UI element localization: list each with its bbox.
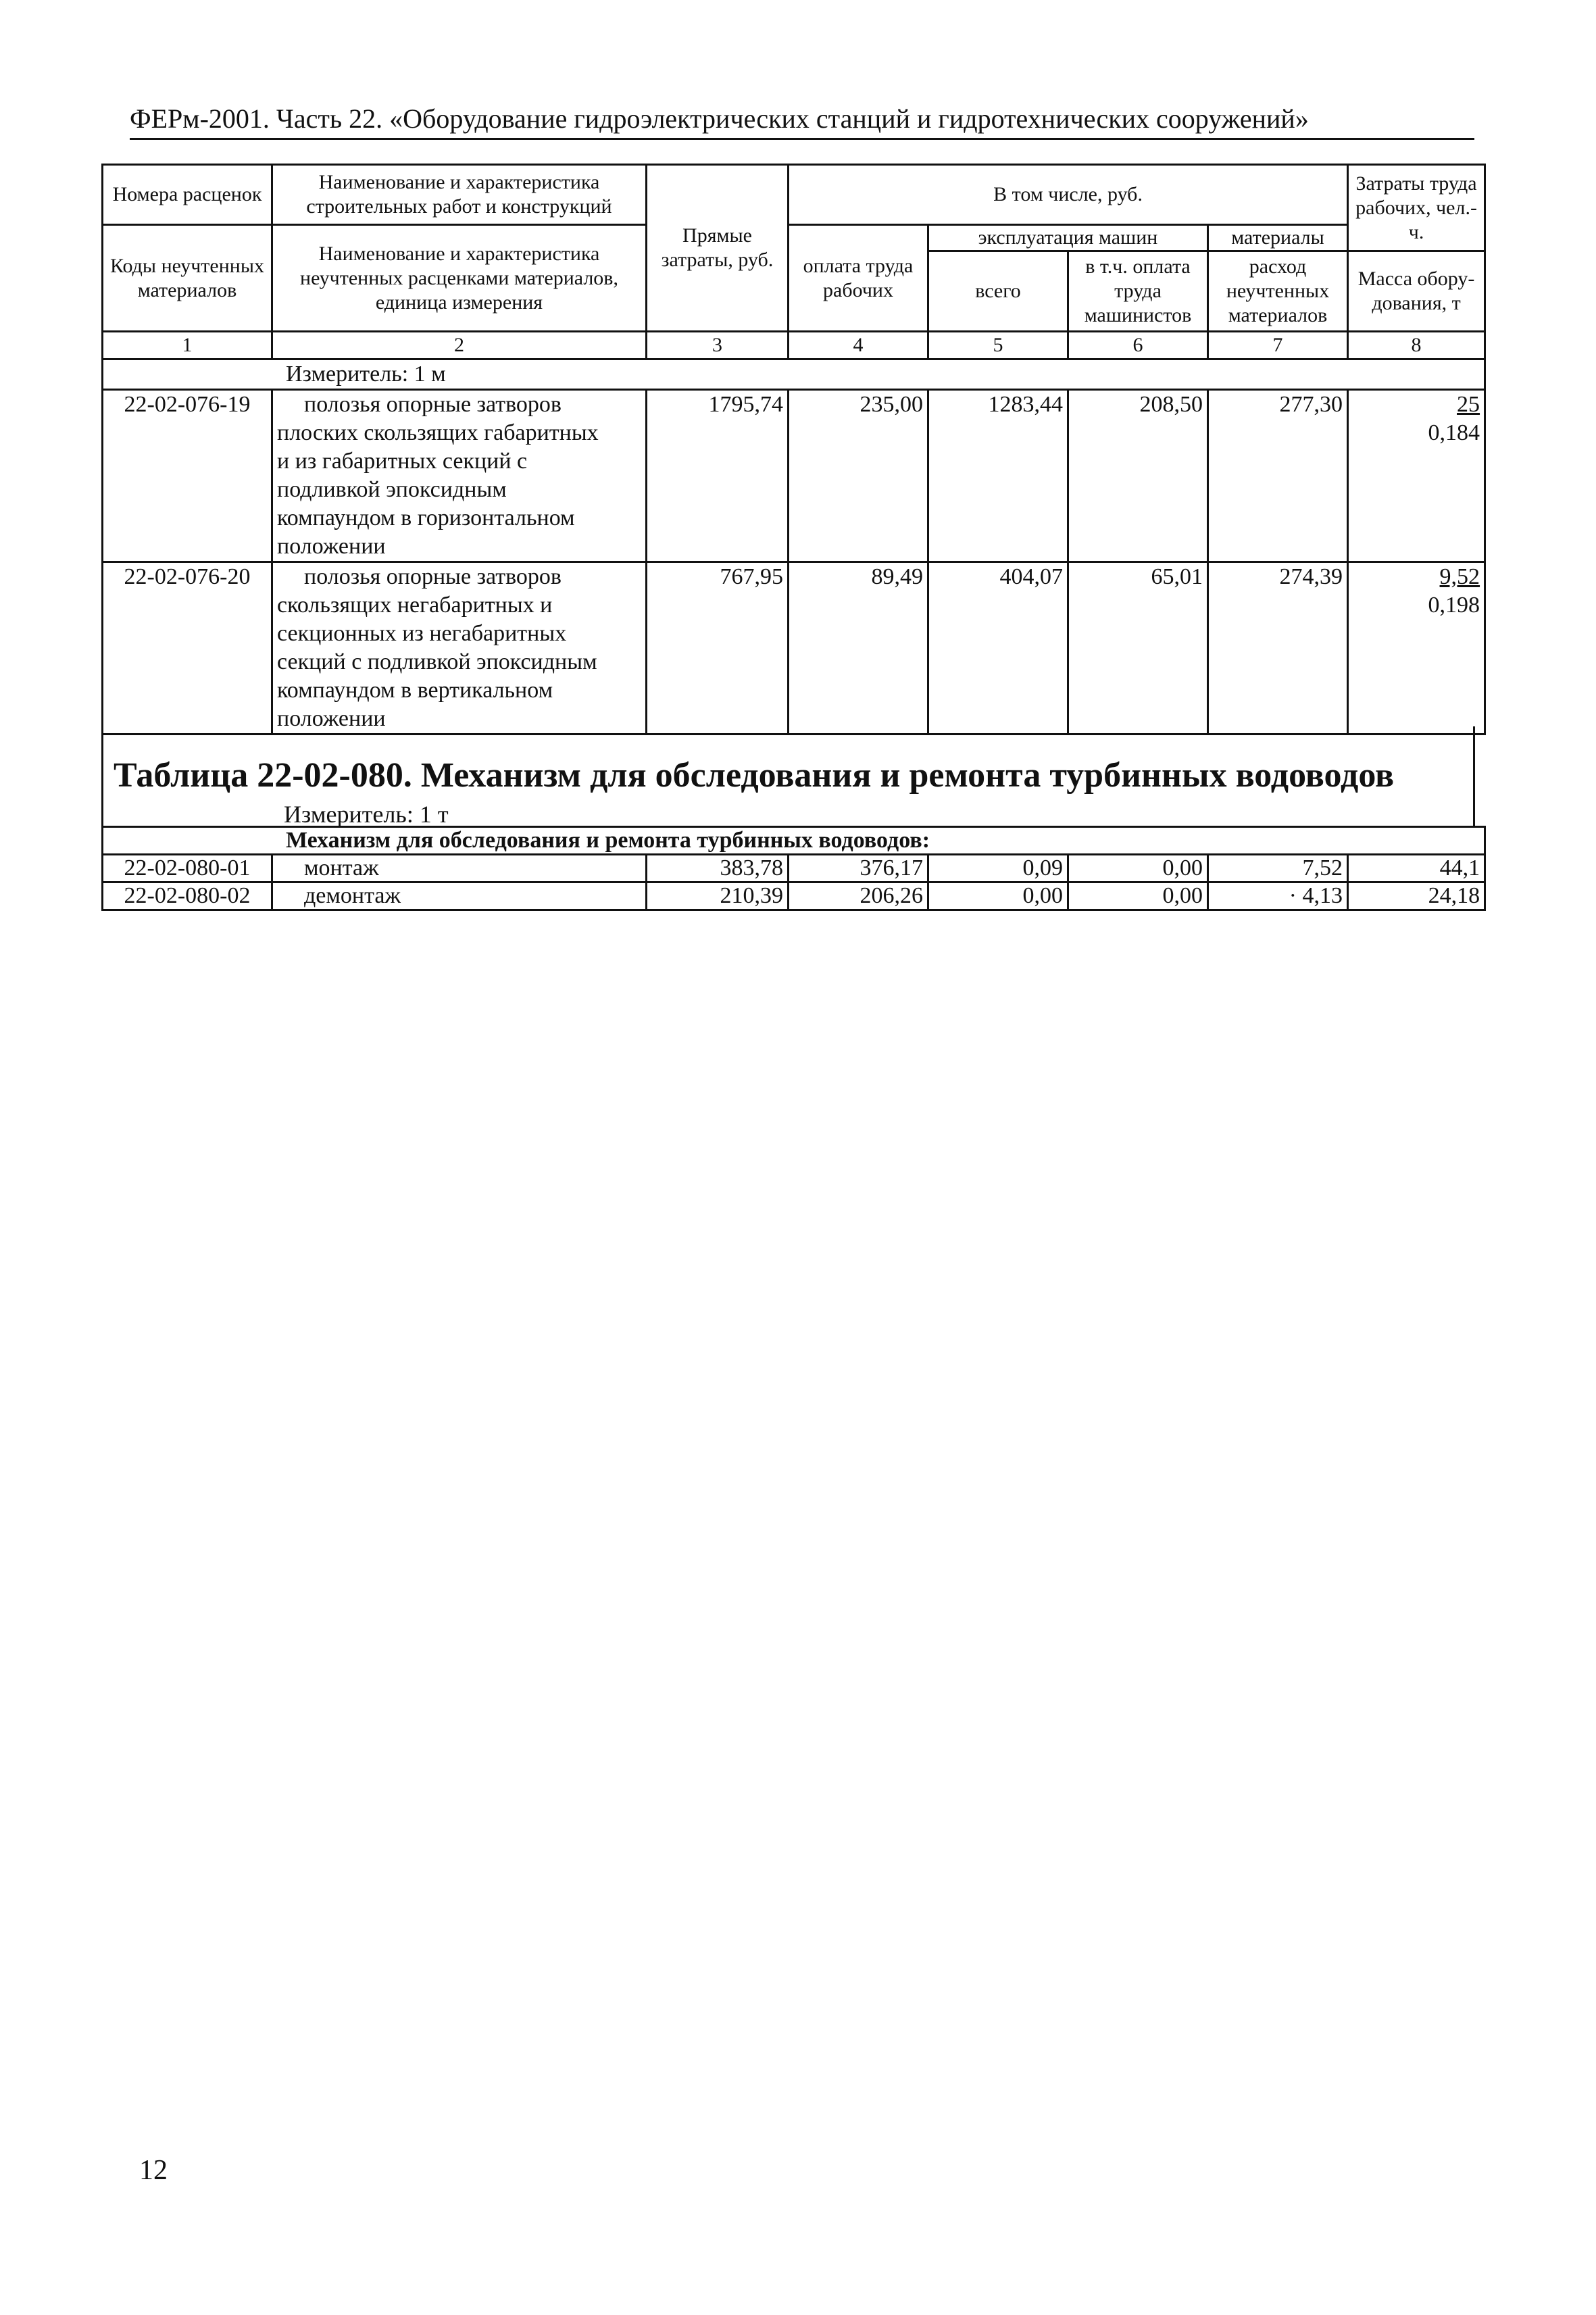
materials-header: материалы (1208, 225, 1348, 251)
col8-bottom-header: Масса обору-дования, т (1348, 251, 1485, 332)
labor-hours: 44,1 (1348, 855, 1485, 882)
mechanism-table (101, 826, 1486, 911)
rates-table (101, 164, 1486, 735)
direct-cost: 767,95 (647, 562, 789, 735)
group-header: В том числе, руб. (789, 165, 1348, 225)
col7-header: расход неучтенных материалов (1208, 251, 1348, 332)
col5-header: всего (928, 251, 1068, 332)
page-header: ФЕРм-2001. Часть 22. «Оборудование гидроэлектрических станций и гидротехнических сооружений» (130, 101, 1474, 140)
labor-and-mass (1348, 562, 1485, 735)
materials-cost: 274,39 (1208, 562, 1348, 735)
machines-total: 404,07 (928, 562, 1068, 735)
direct-cost: 383,78 (647, 855, 789, 882)
rate-code: 22-02-076-19 (103, 390, 272, 562)
rate-description: полозья опорные затворов скользящих негабаритных и секционных из негабаритных секций с подливкой эпоксидным компаундом в вертикальном положении (272, 562, 647, 735)
table-row (103, 882, 1485, 910)
frame-line-left (101, 726, 103, 826)
labor-pay: 376,17 (789, 855, 928, 882)
table-row (103, 390, 1485, 562)
materials-cost: 7,52 (1208, 855, 1348, 882)
col4-header: оплата труда рабочих (789, 225, 928, 332)
col-number: 2 (272, 332, 647, 359)
equipment-mass: 0,198 (1428, 593, 1480, 618)
labor-pay: 206,26 (789, 882, 928, 910)
labor-hours: 25 (1457, 392, 1480, 417)
col6-header: в т.ч. оплата труда машинистов (1068, 251, 1208, 332)
page-number: 12 (139, 2155, 168, 2186)
machinists-pay: 0,00 (1068, 855, 1208, 882)
col8-top-header: Затраты труда рабочих, чел.-ч. (1348, 165, 1485, 251)
rate-code: 22-02-080-02 (103, 882, 272, 910)
col-number: 1 (103, 332, 272, 359)
rate-code: 22-02-080-01 (103, 855, 272, 882)
machines-header: эксплуатация машин (928, 225, 1208, 251)
labor-hours: 9,52 (1439, 564, 1480, 589)
col1-bottom-header: Коды неучтенных материалов (103, 225, 272, 332)
machines-total: 0,09 (928, 855, 1068, 882)
table-row (103, 562, 1485, 735)
col-number: 6 (1068, 332, 1208, 359)
col-number: 3 (647, 332, 789, 359)
rate-code: 22-02-076-20 (103, 562, 272, 735)
labor-hours: 24,18 (1348, 882, 1485, 910)
col2-bottom-header: Наименование и характеристика неучтенных расценками материалов, единица измерения (272, 225, 647, 332)
unit-label: Измеритель: 1 т (284, 801, 449, 828)
col2-top-header: Наименование и характеристика строительных работ и конструкций (272, 165, 647, 225)
materials-cost: 277,30 (1208, 390, 1348, 562)
equipment-mass: 0,184 (1428, 420, 1480, 445)
frame-line-right (1473, 726, 1475, 826)
machinists-pay: 0,00 (1068, 882, 1208, 910)
labor-and-mass (1348, 390, 1485, 562)
col-number: 7 (1208, 332, 1348, 359)
materials-cost: · 4,13 (1208, 882, 1348, 910)
direct-cost: 1795,74 (647, 390, 789, 562)
labor-pay: 89,49 (789, 562, 928, 735)
unit-label: Измеритель: 1 м (103, 359, 1485, 390)
col3-header: Прямые затраты, руб. (647, 165, 789, 332)
direct-cost: 210,39 (647, 882, 789, 910)
rate-description: монтаж (272, 855, 647, 882)
rate-description: демонтаж (272, 882, 647, 910)
machinists-pay: 65,01 (1068, 562, 1208, 735)
labor-pay: 235,00 (789, 390, 928, 562)
col-number: 8 (1348, 332, 1485, 359)
col1-top-header: Номера расценок (103, 165, 272, 225)
col-number: 4 (789, 332, 928, 359)
machines-total: 0,00 (928, 882, 1068, 910)
machines-total: 1283,44 (928, 390, 1068, 562)
rate-description: полозья опорные затворов плоских скользящих габаритных и из габаритных секций с подливкой эпоксидным компаундом в горизонтальном положении (272, 390, 647, 562)
machinists-pay: 208,50 (1068, 390, 1208, 562)
table-title: Таблица 22-02-080. Механизм для обследования и ремонта турбинных водоводов (114, 756, 1395, 795)
group-title: Механизм для обследования и ремонта турбинных водоводов: (103, 827, 1485, 855)
col-number: 5 (928, 332, 1068, 359)
table-row (103, 855, 1485, 882)
